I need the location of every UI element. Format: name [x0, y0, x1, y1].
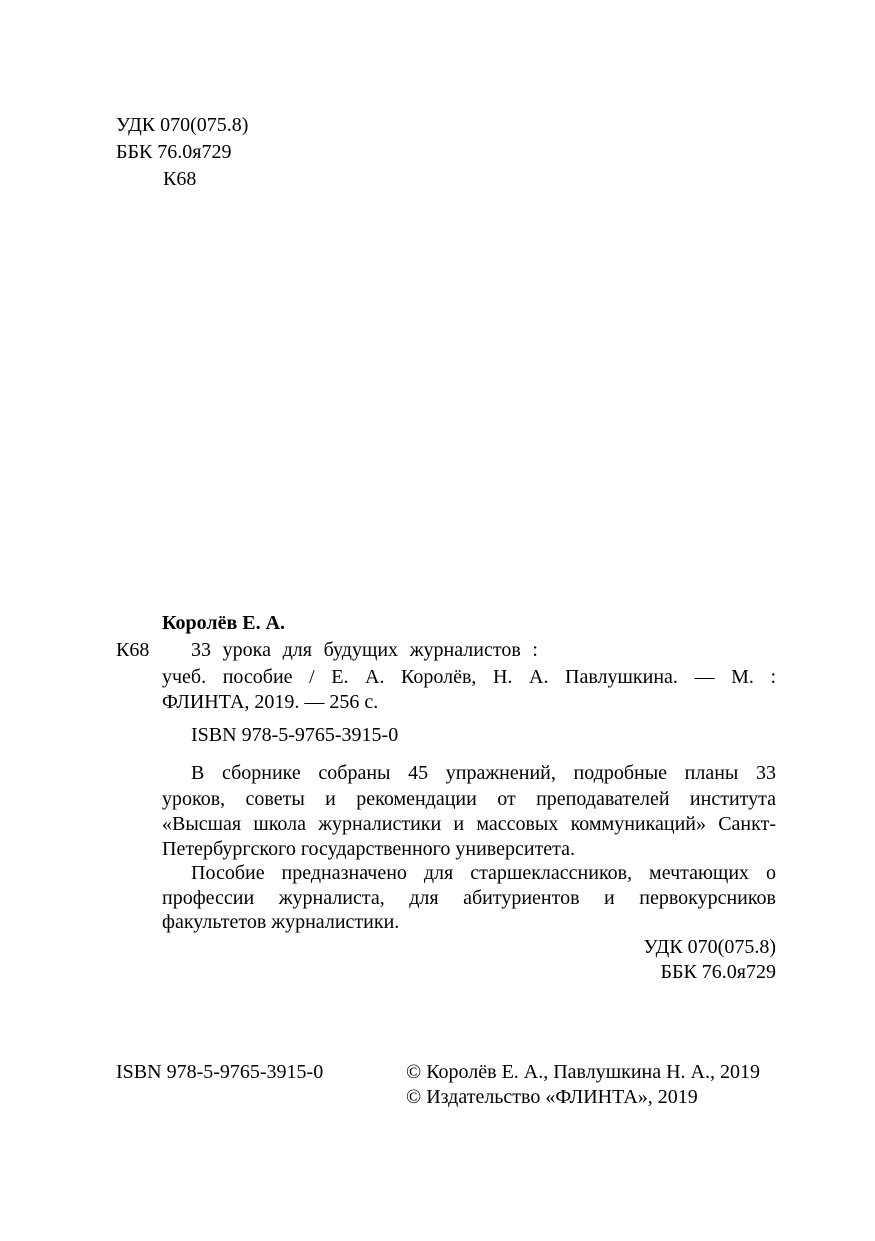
card-bbk: ББК 76.0я729 — [660, 961, 776, 983]
footer-copyright-authors: © Королёв Е. А., Павлушкина Н. А., 2019 — [406, 1061, 761, 1083]
annotation-line-5: Пособие предназначено для старшеклассников, мечтающих о — [191, 862, 776, 884]
header-udk: УДК 070(075.8) — [116, 114, 249, 136]
card-isbn: ISBN 978-5-9765-3915-0 — [191, 724, 399, 746]
annotation-line-4: Петербургского государственного университета. — [162, 838, 576, 860]
annotation-line-3: «Высшая школа журналистики и массовых коммуникаций» Санкт- — [162, 813, 776, 835]
header-bbk: ББК 76.0я729 — [116, 141, 232, 163]
card-udk: УДК 070(075.8) — [643, 936, 776, 958]
footer-copyright-publisher: © Издательство «ФЛИНТА», 2019 — [406, 1086, 698, 1108]
annotation-line-7: факультетов журналистики. — [162, 911, 400, 933]
footer-isbn: ISBN 978-5-9765-3915-0 — [116, 1061, 324, 1083]
card-title-line-1: 33 урока для будущих журналистов : — [191, 639, 538, 661]
card-title-line-3: ФЛИНТА, 2019. — 256 с. — [162, 691, 379, 713]
card-title-line-2: учеб. пособие / Е. А. Королёв, Н. А. Павлушкина. — М. : — [162, 666, 776, 688]
annotation-line-6: профессии журналиста, для абитуриентов и первокурсников — [162, 887, 776, 909]
card-author: Королёв Е. А. — [162, 612, 286, 634]
card-author-mark: К68 — [116, 639, 150, 661]
annotation-line-2: уроков, советы и рекомендации от преподавателей института — [162, 788, 776, 810]
header-author-mark: К68 — [163, 168, 197, 190]
annotation-line-1: В сборнике собраны 45 упражнений, подробные планы 33 — [191, 762, 776, 784]
